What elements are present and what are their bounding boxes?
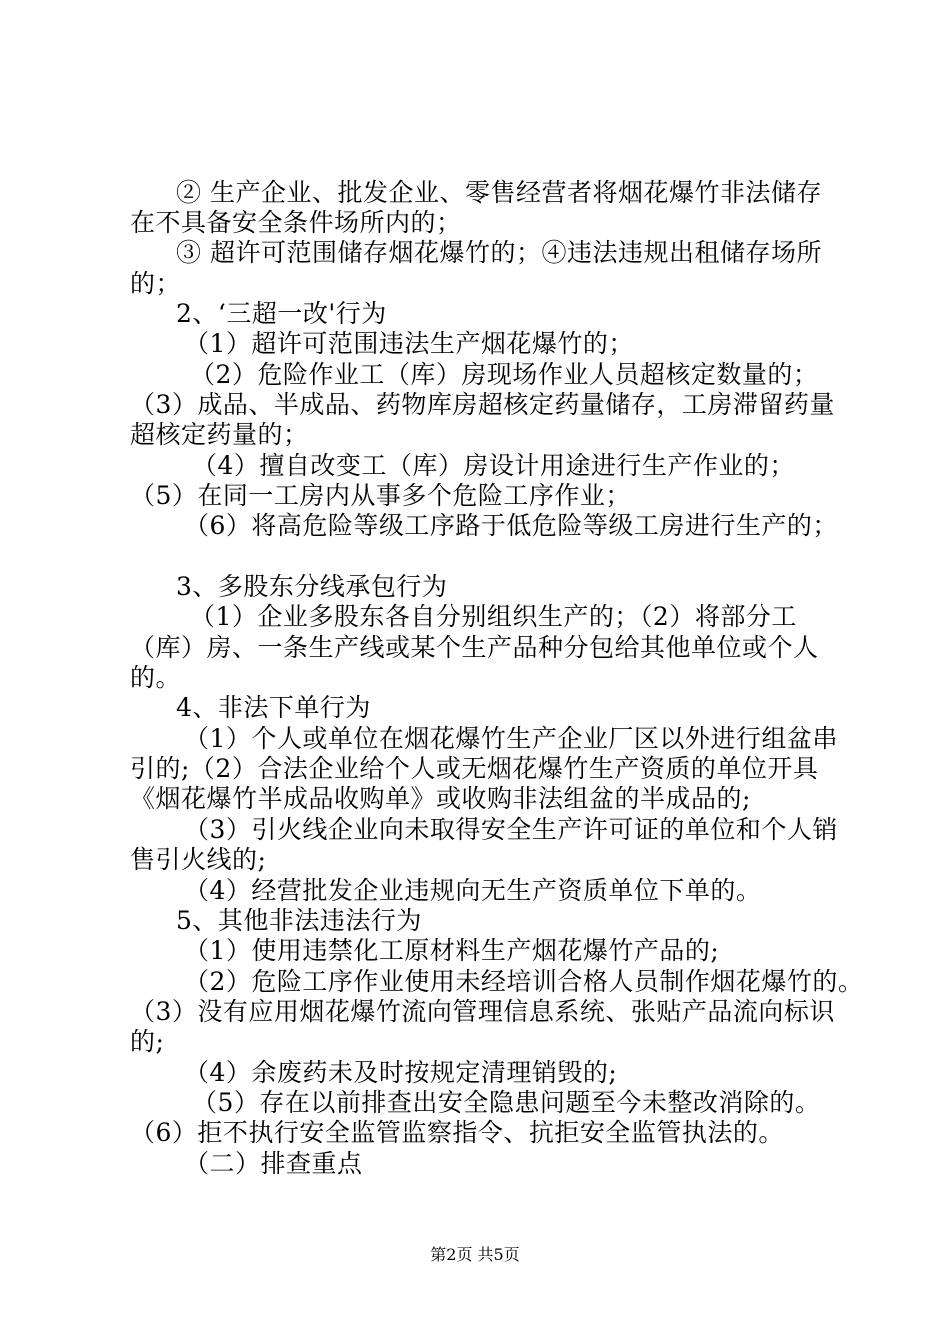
text-line: 的。 bbox=[130, 663, 182, 692]
text-line: （3）成品、半成品、药物库房超核定药量储存，工房滞留药量 bbox=[130, 390, 835, 419]
section-heading: （二）排查重点 bbox=[184, 1149, 363, 1178]
text-line: ② 生产企业、批发企业、零售经营者将烟花爆竹非法储存 bbox=[176, 178, 822, 207]
text-line: （2）危险工序作业使用未经培训合格人员制作烟花爆竹的。 bbox=[184, 967, 864, 996]
text-line: （库）房、一条生产线或某个生产品种分包给其他单位或个人 bbox=[130, 633, 819, 662]
text-line: （6）将高危险等级工序路于低危险等级工房进行生产的； bbox=[184, 511, 838, 540]
text-line: 的； bbox=[130, 269, 182, 298]
text-line: （6）拒不执行安全监管监察指令、抗拒安全监管执法的。 bbox=[130, 1118, 784, 1147]
text-line: 超核定药量的； bbox=[130, 420, 309, 449]
text-line: （3）没有应用烟花爆竹流向管理信息系统、张贴产品流向标识 bbox=[130, 997, 835, 1026]
section-heading: 4、非法下单行为 bbox=[176, 693, 371, 722]
text-line: 在不具备安全条件场所内的； bbox=[130, 208, 462, 237]
section-heading: 3、多股东分线承包行为 bbox=[176, 572, 448, 601]
text-line: （5）存在以前排查出安全隐患问题至今未整改消除的。 bbox=[192, 1088, 821, 1117]
page-footer: 第2页 共5页 bbox=[430, 1245, 520, 1264]
text-line: （1）企业多股东各自分别组织生产的；（2）将部分工 bbox=[190, 602, 797, 631]
text-line: 《烟花爆竹半成品收购单》或收购非法组盆的半成品的; bbox=[130, 784, 751, 813]
section-heading: 2、‘三超一改'行为 bbox=[176, 299, 387, 328]
text-line: （1）超许可范围违法生产烟花爆竹的； bbox=[184, 329, 634, 358]
text-line: （4）擅自改变工（库）房设计用途进行生产作业的； bbox=[192, 451, 795, 480]
text-line: （4）经营批发企业违规向无生产资质单位下单的。 bbox=[184, 876, 762, 905]
text-line: （4）余废药未及时按规定清理销毁的; bbox=[184, 1058, 618, 1087]
text-line: 售引火线的; bbox=[130, 845, 267, 874]
text-line: （2）危险作业工（库）房现场作业人员超核定数量的； bbox=[190, 360, 819, 389]
text-line: 的; bbox=[130, 1027, 165, 1056]
text-line: （5）在同一工房内从事多个危险工序作业； bbox=[130, 481, 631, 510]
text-line: （1）个人或单位在烟花爆竹生产企业厂区以外进行组盆串 bbox=[184, 724, 838, 753]
text-line: （1）使用违禁化工原材料生产烟花爆竹产品的; bbox=[184, 936, 720, 965]
text-line: ③ 超许可范围储存烟花爆竹的；④违法违规出租储存场所 bbox=[176, 238, 822, 267]
text-line: 引的;（2）合法企业给个人或无烟花爆竹生产资质的单位开具 bbox=[130, 754, 819, 783]
section-heading: 5、其他非法违法行为 bbox=[176, 906, 422, 935]
text-line: （3）引火线企业向未取得安全生产许可证的单位和个人销 bbox=[184, 815, 838, 844]
